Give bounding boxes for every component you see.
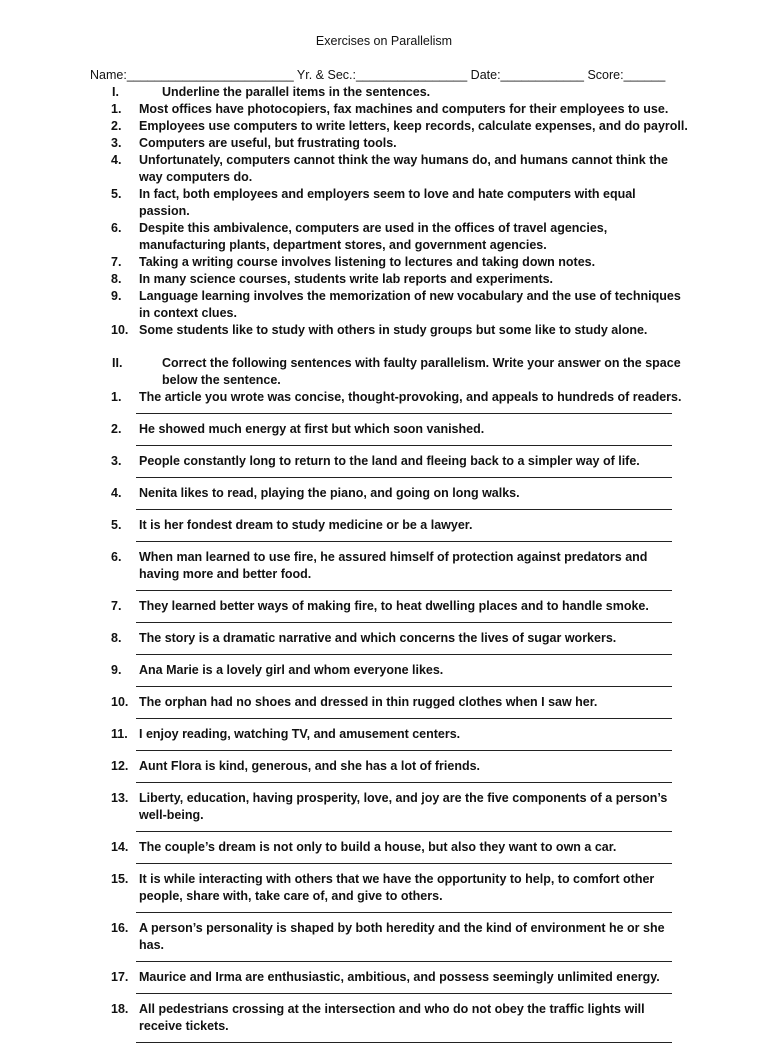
item-sentence: All pedestrians crossing at the intersection and who do not obey the traffic lights will receive tickets. — [139, 1002, 645, 1033]
item-number: 17. — [111, 970, 129, 984]
item-number: 7. — [111, 255, 122, 269]
item-sentence: They learned better ways of making fire, to heat dwelling places and to handle smoke. — [139, 599, 649, 613]
part2-item — [108, 839, 688, 864]
item-number: 3. — [111, 454, 122, 468]
part2-roman: II. — [112, 356, 123, 370]
item-sentence: It is her fondest dream to study medicine or be a lawyer. — [139, 518, 473, 532]
part1-item — [108, 118, 688, 135]
item-number: 15. — [111, 872, 129, 886]
item-sentence: The orphan had no shoes and dressed in thin rugged clothes when I saw her. — [139, 695, 598, 709]
item-number: 4. — [111, 486, 122, 500]
part2-item-row — [108, 453, 688, 470]
score-field[interactable]: Score:______ — [583, 68, 666, 82]
part2-item — [108, 920, 688, 962]
part2-item-row — [108, 726, 688, 743]
answer-line[interactable] — [136, 438, 672, 446]
student-info-line — [90, 68, 690, 82]
item-sentence: Computers are useful, but frustrating tools. — [139, 136, 397, 150]
item-sentence: Unfortunately, computers cannot think the way humans do, and humans cannot think the way computers do. — [139, 153, 668, 184]
part2-item — [108, 517, 688, 542]
part2-heading — [108, 355, 688, 389]
answer-line[interactable] — [136, 824, 672, 832]
item-sentence: Some students like to study with others in study groups but some like to study alone. — [139, 323, 648, 337]
item-number: 2. — [111, 119, 122, 133]
answer-line[interactable] — [136, 905, 672, 913]
answer-line[interactable] — [136, 679, 672, 687]
answer-line[interactable] — [136, 647, 672, 655]
item-sentence: Despite this ambivalence, computers are used in the offices of travel agencies, manufacturing plants, department stores, and government agencies. — [139, 221, 608, 252]
part2-item — [108, 790, 688, 832]
part1-item — [108, 135, 688, 152]
part1-item — [108, 186, 688, 220]
date-field[interactable]: Date:____________ — [467, 68, 584, 82]
part2-item — [108, 389, 688, 414]
item-number: 2. — [111, 422, 122, 436]
item-sentence: Employees use computers to write letters, keep records, calculate expenses, and do payroll. — [139, 119, 688, 133]
item-sentence: Aunt Flora is kind, generous, and she has a lot of friends. — [139, 759, 481, 773]
item-sentence: I enjoy reading, watching TV, and amusement centers. — [139, 727, 461, 741]
answer-line[interactable] — [136, 856, 672, 864]
part2-instruction: Correct the following sentences with faulty parallelism. Write your answer on the space below the sentence. — [162, 356, 681, 387]
part2-item — [108, 421, 688, 446]
part2-item — [108, 726, 688, 751]
answer-line[interactable] — [136, 775, 672, 783]
item-number: 4. — [111, 153, 122, 167]
part1-list — [108, 101, 688, 339]
item-sentence: In fact, both employees and employers seem to love and hate computers with equal passion. — [139, 187, 636, 218]
item-number: 8. — [111, 631, 122, 645]
item-sentence: He showed much energy at first but which soon vanished. — [139, 422, 485, 436]
answer-line[interactable] — [136, 1035, 672, 1043]
part2-item — [108, 871, 688, 913]
item-number: 7. — [111, 599, 122, 613]
item-number: 18. — [111, 1002, 129, 1016]
part2-item — [108, 969, 688, 994]
part2-item-row — [108, 662, 688, 679]
item-sentence: It is while interacting with others that we have the opportunity to help, to comfort other people, share with, take care of, and give to others. — [139, 872, 655, 903]
part1-item — [108, 101, 688, 118]
item-number: 12. — [111, 759, 129, 773]
part1-item — [108, 271, 688, 288]
item-number: 3. — [111, 136, 122, 150]
part2-item-row — [108, 485, 688, 502]
part2-item — [108, 758, 688, 783]
part2-item — [108, 630, 688, 655]
part1-instruction: Underline the parallel items in the sentences. — [162, 85, 431, 99]
item-number: 11. — [111, 727, 128, 741]
part2-item — [108, 453, 688, 478]
part2-item-row — [108, 549, 688, 583]
item-number: 6. — [111, 550, 122, 564]
item-number: 1. — [111, 102, 122, 116]
item-number: 5. — [111, 187, 122, 201]
item-sentence: When man learned to use fire, he assured himself of protection against predators and having more and better food. — [139, 550, 648, 581]
name-field[interactable]: Name:________________________ — [90, 68, 294, 82]
worksheet-content — [108, 84, 688, 1050]
answer-line[interactable] — [136, 502, 672, 510]
item-number: 10. — [111, 323, 129, 337]
item-number: 9. — [111, 663, 122, 677]
part1-item — [108, 288, 688, 322]
item-number: 9. — [111, 289, 122, 303]
part2-item-row — [108, 630, 688, 647]
part2-item-row — [108, 920, 688, 954]
answer-line[interactable] — [136, 743, 672, 751]
part2-item — [108, 694, 688, 719]
part2-item — [108, 662, 688, 687]
answer-line[interactable] — [136, 534, 672, 542]
part2-item-row — [108, 969, 688, 986]
item-number: 6. — [111, 221, 122, 235]
part2-item-row — [108, 871, 688, 905]
part1-heading — [108, 84, 688, 101]
part2-item-row — [108, 694, 688, 711]
answer-line[interactable] — [136, 986, 672, 994]
item-sentence: The story is a dramatic narrative and which concerns the lives of sugar workers. — [139, 631, 617, 645]
part2-item-row — [108, 517, 688, 534]
answer-line[interactable] — [136, 711, 672, 719]
part1-item — [108, 254, 688, 271]
item-sentence: Ana Marie is a lovely girl and whom everyone likes. — [139, 663, 444, 677]
part2-item-row — [108, 839, 688, 856]
item-sentence: People constantly long to return to the land and fleeing back to a simpler way of life. — [139, 454, 640, 468]
item-number: 14. — [111, 840, 129, 854]
item-number: 5. — [111, 518, 122, 532]
item-number: 13. — [111, 791, 129, 805]
item-sentence: A person’s personality is shaped by both heredity and the kind of environment he or she has. — [139, 921, 665, 952]
part2-item-row — [108, 421, 688, 438]
part2-item-row — [108, 389, 688, 406]
item-sentence: Liberty, education, having prosperity, love, and joy are the five components of a person’s well-being. — [139, 791, 668, 822]
item-sentence: The article you wrote was concise, thought-provoking, and appeals to hundreds of readers. — [139, 390, 682, 404]
answer-line[interactable] — [136, 615, 672, 623]
item-number: 1. — [111, 390, 122, 404]
item-sentence: Maurice and Irma are enthusiastic, ambitious, and possess seemingly unlimited energy. — [139, 970, 660, 984]
item-sentence: The couple’s dream is not only to build a house, but also they want to own a car. — [139, 840, 617, 854]
item-number: 8. — [111, 272, 122, 286]
part1-item — [108, 152, 688, 186]
item-number: 10. — [111, 695, 129, 709]
part2-item-row — [108, 758, 688, 775]
item-sentence: Most offices have photocopiers, fax machines and computers for their employees to use. — [139, 102, 669, 116]
part2-list — [108, 389, 688, 1043]
answer-line[interactable] — [136, 583, 672, 591]
yr-sec-field[interactable]: Yr. & Sec.:________________ — [293, 68, 468, 82]
item-sentence: Taking a writing course involves listening to lectures and taking down notes. — [139, 255, 596, 269]
part2-item — [108, 598, 688, 623]
part1-roman: I. — [112, 85, 119, 99]
part2-item-row — [108, 790, 688, 824]
item-sentence: Language learning involves the memorization of new vocabulary and the use of techniques in context clues. — [139, 289, 681, 320]
part2-item — [108, 1001, 688, 1043]
answer-line[interactable] — [136, 470, 672, 478]
part2-item — [108, 549, 688, 591]
part1-item — [108, 322, 688, 339]
answer-line[interactable] — [136, 406, 672, 414]
item-sentence: Nenita likes to read, playing the piano, and going on long walks. — [139, 486, 520, 500]
answer-line[interactable] — [136, 954, 672, 962]
part1-item — [108, 220, 688, 254]
part2-item-row — [108, 1001, 688, 1035]
document-title: Exercises on Parallelism — [315, 34, 453, 48]
part2-item — [108, 485, 688, 510]
item-number: 16. — [111, 921, 129, 935]
part2-item-row — [108, 598, 688, 615]
item-sentence: In many science courses, students write lab reports and experiments. — [139, 272, 554, 286]
